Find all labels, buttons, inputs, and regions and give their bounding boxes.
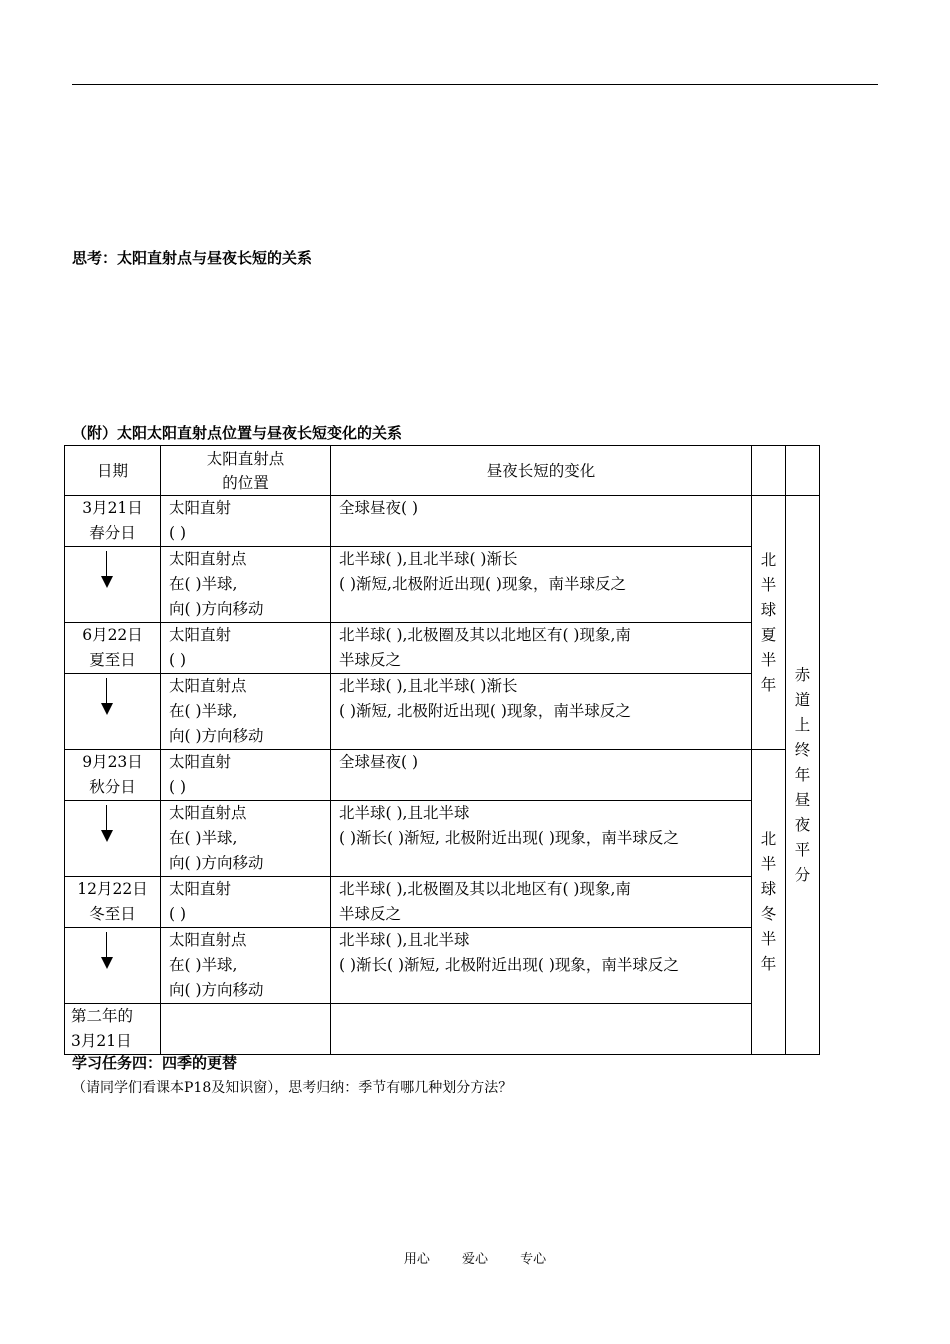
position-cell: 太阳直射点 在( )半球, 向( )方向移动 (161, 801, 331, 877)
change-cell-empty (331, 1004, 752, 1055)
change-cell: 北半球( ),且北半球( )渐长 ( )渐短, 北极附近出现( )现象，南半球反之 (331, 674, 752, 750)
header-empty-2 (786, 446, 820, 496)
position-cell-empty (161, 1004, 331, 1055)
footer-word: 用心 (403, 1252, 430, 1267)
change-cell: 北半球( ),且北半球 ( )渐长( )渐短, 北极附近出现( )现象，南半球反之 (331, 801, 752, 877)
down-arrow-icon (65, 801, 160, 876)
position-cell: 太阳直射点 在( )半球, 向( )方向移动 (161, 547, 331, 623)
table-row (65, 496, 820, 547)
arrow-cell (65, 801, 161, 877)
task-note: （请同学们看课本P18及知识窗），思考归纳：季节有哪几种划分方法？ (72, 1080, 513, 1096)
date-cell: 第二年的 3月21日 (65, 1004, 161, 1055)
page-footer (0, 1248, 950, 1267)
sun-daylength-table (64, 445, 820, 1055)
position-cell: 太阳直射 ( ) (161, 877, 331, 928)
down-arrow-icon (65, 928, 160, 1003)
top-rule (72, 84, 878, 85)
date-cell: 6月22日 夏至日 (65, 623, 161, 674)
position-cell: 太阳直射 ( ) (161, 750, 331, 801)
header-empty-1 (752, 446, 786, 496)
change-cell: 北半球( ),且北半球 ( )渐长( )渐短, 北极附近出现( )现象，南半球反之 (331, 928, 752, 1004)
table-row (65, 877, 820, 928)
down-arrow-icon (65, 674, 160, 749)
change-cell: 全球昼夜( ) (331, 496, 752, 547)
header-change: 昼夜长短的变化 (331, 446, 752, 496)
table-header-row (65, 446, 820, 496)
footer-word: 爱心 (461, 1252, 488, 1267)
header-position: 太阳直射点 的位置 (161, 446, 331, 496)
change-cell: 北半球( ),北极圈及其以北地区有( )现象,南 半球反之 (331, 623, 752, 674)
think-heading: 思考：太阳直射点与昼夜长短的关系 (72, 249, 313, 267)
change-cell: 全球昼夜( ) (331, 750, 752, 801)
side-winter-half-year: 北半球冬半年 (752, 750, 786, 1055)
side-equator-note: 赤道上终年昼夜平分 (786, 496, 820, 1055)
arrow-cell (65, 674, 161, 750)
position-cell: 太阳直射 ( ) (161, 496, 331, 547)
table-row (65, 623, 820, 674)
side-summer-half-year: 北半球夏半年 (752, 496, 786, 750)
table-row (65, 547, 820, 623)
header-date: 日期 (65, 446, 161, 496)
table-title: （附）太阳太阳直射点位置与昼夜长短变化的关系 (72, 424, 403, 442)
date-cell: 3月21日 春分日 (65, 496, 161, 547)
task-heading: 学习任务四：四季的更替 (72, 1054, 238, 1072)
arrow-cell (65, 928, 161, 1004)
footer-word: 专心 (520, 1252, 547, 1267)
change-cell: 北半球( ),且北半球( )渐长 ( )渐短,北极附近出现( )现象，南半球反之 (331, 547, 752, 623)
table-row (65, 1004, 820, 1055)
date-cell: 9月23日 秋分日 (65, 750, 161, 801)
down-arrow-icon (65, 547, 160, 622)
table-row (65, 674, 820, 750)
table-row (65, 801, 820, 877)
position-cell: 太阳直射 ( ) (161, 623, 331, 674)
arrow-cell (65, 547, 161, 623)
position-cell: 太阳直射点 在( )半球, 向( )方向移动 (161, 674, 331, 750)
date-cell: 12月22日 冬至日 (65, 877, 161, 928)
change-cell: 北半球( ),北极圈及其以北地区有( )现象,南 半球反之 (331, 877, 752, 928)
position-cell: 太阳直射点 在( )半球, 向( )方向移动 (161, 928, 331, 1004)
table-row (65, 750, 820, 801)
table-row (65, 928, 820, 1004)
